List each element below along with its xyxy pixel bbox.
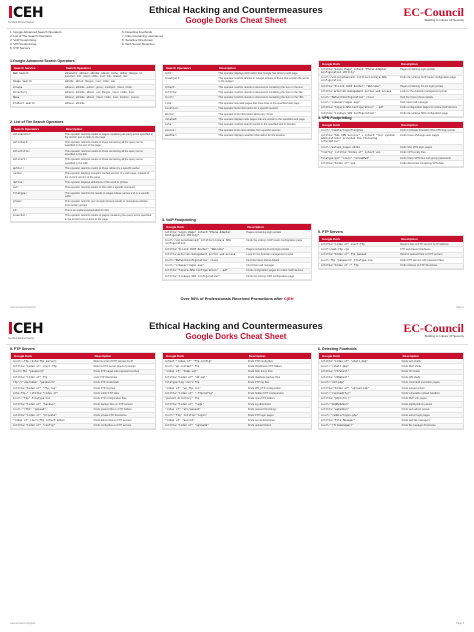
description-cell: This operator displays information that Google has about a web page: [218, 71, 298, 75]
description-cell: Finds admin files on FTP servers: [93, 418, 132, 422]
dork-query-cell[interactable]: allinanchor:: [13, 132, 32, 136]
description-cell: Finds FortiGate Firewall's SSL-VPN login portal: [400, 128, 455, 132]
footer-url[interactable]: www.eccouncil.org/ceh: [10, 306, 36, 309]
description-cell: Finds private FTP directories: [93, 413, 127, 417]
dork-query-cell[interactable]: ext:: [13, 186, 20, 190]
column-header: Google Dork: [14, 354, 33, 358]
dork-query-cell[interactable]: intitle:"Login Page" intext:"Phone Adapter Configuration Utility": [321, 67, 387, 74]
dork-query-cell[interactable]: allintext:: [13, 141, 29, 145]
table-row: [11, 141, 155, 150]
dork-query-cell[interactable]: intitle:"index of" "config": [13, 424, 56, 428]
dork-query-cell[interactable]: intitle:"index of" ".ftpconfig": [165, 391, 214, 395]
description-cell: This is an undocumented alias for info:: [64, 208, 110, 212]
dork-query-cell[interactable]: intitle:"index of" inurl:ftp: [13, 364, 57, 368]
dork-query-cell[interactable]: inurl:ftp "password": [13, 370, 45, 374]
description-cell: Finds backup files on FTP servers: [93, 402, 133, 406]
dork-query-cell[interactable]: intitle:"Index of" "ftp.log": [13, 386, 57, 390]
description-cell: This operator finds information about any movie: [218, 112, 274, 116]
description-cell: Finds FTP servers with password files: [400, 258, 444, 262]
description-cell: Pages containing D-Link login portals: [246, 247, 290, 251]
description-cell: Finds admin login pages: [401, 413, 430, 417]
description-cell: Finds the Linksys VoIP router configuration page: [400, 76, 456, 80]
description-cell: allinanchor:, allintext:, allintitle:, allinurl:, cache:, define:, filetype:, id:, inanchor:, info:, intext:, intitle:, inurl:, link:, related:, site:: [64, 71, 144, 78]
dork-query-cell[interactable]: intitle:"Index of" "upload.php": [321, 386, 370, 390]
dork-query-cell[interactable]: author:: [13, 166, 24, 170]
table-row: [11, 71, 155, 80]
description-cell: Finds PHP shells: [401, 364, 422, 368]
page-subtitle: Google Dorks Cheat Sheet: [185, 16, 287, 25]
dork-query-cell[interactable]: intitle:"index of" "uploads": [165, 424, 209, 428]
description-cell: Finds the Linksys SPA configuration page: [246, 274, 295, 278]
description-cell: Finds FTP login pages: [247, 413, 274, 417]
column-header: Google Dork: [322, 123, 341, 127]
description-cell: Finds Cisco VPN files with group passwords: [400, 156, 451, 160]
column-header: Google Dork: [322, 354, 341, 358]
description-cell: allintext:, allintitle:, author:, group:, insubject:, intext:, intitle:: [64, 85, 133, 89]
description-cell: Finds public FTP sites: [93, 391, 120, 395]
dork-query-cell[interactable]: allintitle:: [13, 149, 31, 153]
table-row: [319, 76, 463, 85]
column-header: Description: [219, 66, 236, 70]
description-cell: allintext:, allintitle:: [64, 101, 86, 105]
dork-query-cell[interactable]: define:: [13, 180, 24, 184]
dork-query-cell[interactable]: intext:: [165, 85, 176, 89]
dork-query-cell[interactable]: intitle:"webadmin": [321, 408, 350, 412]
description-cell: FTP web-based interfaces: [400, 247, 431, 251]
dork-query-cell[interactable]: intitle:"D-Link VoIP Router" "Welcome": [165, 247, 225, 251]
dork-query-cell[interactable]: ftp://"username" "password": [13, 381, 56, 385]
dork-query-cell[interactable]: insubject:: [165, 76, 181, 80]
vpn-footprinting-table: [318, 121, 464, 168]
description-cell: This operator displays weather information for the location: [218, 134, 285, 138]
dork-query-cell[interactable]: "index of" "ws_ftp.ini": [165, 386, 201, 390]
description-cell: Finds directories containing VPN data: [400, 161, 444, 165]
description-cell: Finds web shells: [401, 359, 421, 363]
dork-query-cell[interactable]: location:: [165, 107, 180, 111]
description-cell: This operator restricts the results to pages whose names end in a specific suffix: [64, 191, 150, 198]
table-row: [11, 158, 155, 167]
dork-query-cell[interactable]: inurl:"NetworkConfiguration" cisco: [165, 258, 219, 262]
dork-query-cell[interactable]: intitle:"r57shell": [321, 370, 350, 374]
description-cell: This operator restricts results to pages containing all query terms specified in the anchor text on links to the page: [64, 132, 153, 139]
description-cell: allintitle:, allinurl:, filetype:, inurl:, intitle:, site:: [64, 80, 116, 84]
table-row: [11, 200, 155, 209]
description-cell: Find the Cisco phone details: [400, 95, 433, 99]
description-cell: Pages containing D-Link login portals: [400, 84, 444, 88]
detecting-footholds-table: [318, 352, 464, 430]
description-cell: This operator restricts results to those containing all the query terms specified in the URL: [64, 158, 143, 165]
description-cell: This operator restricts results to files with a specific extension: [64, 186, 136, 190]
column-header: Description: [65, 127, 83, 131]
table-row: [11, 101, 155, 106]
dork-query-cell[interactable]: filetype:pcf "cisco" "GroupPwd": [321, 156, 370, 160]
dork-query-cell[interactable]: intitle:"Sipura.SPA.Configuration" -.pdf: [165, 269, 228, 273]
description-cell: Finds log directories: [247, 402, 272, 406]
dork-query-cell[interactable]: info:: [165, 71, 173, 75]
voip-footprinting-table-right: [318, 60, 464, 118]
description-cell: Find Cisco call manager: [400, 100, 429, 104]
dork-query-cell[interactable]: allinurl:: [13, 158, 28, 162]
description-cell: This operator restricts results to documents containing the term in the title: [218, 90, 303, 94]
page-header: [6, 4, 468, 26]
table-row: [319, 67, 463, 76]
description-cell: This operator restricts results to documents containing the term in the text: [218, 85, 303, 89]
table-row: [319, 264, 463, 269]
description-cell: This operator finds information for a specific location: [218, 107, 279, 111]
column-header: Description: [401, 237, 418, 241]
ceh-logo-subtitle: Certified Ethical Hacker: [8, 337, 35, 340]
dork-query-cell[interactable]: intitle:"Login Page" intext:"Phone Adapter Configuration Utility": [165, 230, 231, 237]
description-cell: Finds indexes of FTP directories: [400, 264, 438, 268]
page-number: Page 1: [456, 306, 464, 309]
dork-query-cell[interactable]: intitle:"index of" "private": [13, 413, 57, 417]
dork-query-cell[interactable]: inurl:/web-ftp.cgi: [321, 247, 350, 251]
dork-query-cell[interactable]: inurl:"NetworkConfiguration" cisco: [321, 95, 375, 99]
column-header: Google Dork: [322, 237, 341, 241]
operators-description-table-continued: [162, 64, 312, 140]
dork-query-cell[interactable]: intitle:"index of" "logs": [165, 402, 205, 406]
description-cell: This operator displays definitions of the word or phrase: [64, 180, 128, 184]
toc-item[interactable]: 8. Sensitive Directories: [122, 38, 153, 42]
description-cell: Finds configuration pages for online VoIP devices: [246, 269, 304, 273]
toc-item[interactable]: 1. Google Advanced Search Operators: [10, 30, 62, 34]
ftp-servers-table: [318, 235, 464, 270]
toc-item[interactable]: 3. VoIP Footprinting: [10, 38, 37, 42]
dork-query-cell[interactable]: inurl:"ftp" intitle:"login": [165, 413, 208, 417]
description-cell: Finds VPN config files: [400, 151, 426, 155]
description-cell: Finds upload scripts: [401, 386, 425, 390]
description-cell: Pages containing login portals: [246, 230, 281, 234]
description-cell: Finds upload folders: [247, 424, 272, 428]
section-title: 4. VPN Footprinting: [318, 116, 352, 120]
footer-url[interactable]: www.eccouncil.org/ceh: [10, 622, 36, 625]
dork-query-cell[interactable]: source:: [165, 128, 176, 132]
dork-query-cell[interactable]: intitle:"Index of /" ftp: [321, 264, 359, 268]
dork-query-cell[interactable]: id:: [13, 208, 18, 212]
ftp-servers-table-continued: [162, 352, 312, 430]
description-cell: This operator lists web pages that have links to the specified web page: [218, 101, 300, 105]
header-divider: [6, 344, 468, 345]
dork-query-cell[interactable]: intitle:"D-Link VoIP Router" "Welcome": [321, 84, 381, 88]
dork-query-cell[interactable]: inurl:/voice/advanced/ intitle:Linksys SPA configuration: [321, 76, 387, 83]
dork-query-cell[interactable]: Web Search: [13, 71, 29, 75]
column-header: Description: [401, 123, 418, 127]
description-cell: Finds FTP configuration files: [93, 397, 127, 401]
description-cell: Finds r57 shells: [401, 370, 420, 374]
table-row: [163, 239, 311, 248]
dork-query-cell[interactable]: inurl:"/uploadify/": [321, 391, 351, 395]
dork-query-cell[interactable]: intitle:"index of" "db.sql": [165, 375, 208, 379]
dork-query-cell[interactable]: site:ftp.* intitle:"index of": [13, 391, 59, 395]
dork-query-cell[interactable]: inurl:/voice/advanced/ intitle:Linksys SPA configuration: [165, 239, 231, 246]
toc-item[interactable]: 6. Detecting Footholds: [122, 30, 153, 34]
dork-query-cell[interactable]: inurl:/sslvpn_logon.shtml: [321, 145, 361, 149]
column-header: Description: [401, 62, 418, 66]
column-header: Google Dork: [166, 225, 185, 229]
description-cell: Lists FTP directories: [93, 375, 118, 379]
description-cell: Finds FTP credentials: [93, 381, 119, 385]
description-cell: Finds the Linksys SPA configuration page: [400, 111, 448, 115]
dork-query-cell[interactable]: weather:: [165, 134, 178, 138]
dork-query-cell[interactable]: inanchor:: [13, 214, 28, 218]
description-cell: allintext:, allintitle:, allinurl:, intext:, intitle:, inurl:, location:, source:: [64, 96, 140, 100]
description-cell: Finds vulnerable upload handlers: [401, 391, 440, 395]
ec-council-logo: EC-Council: [403, 321, 464, 335]
description-cell: Finds secret directories: [247, 418, 275, 422]
dork-query-cell[interactable]: "index of" inurl:ftp intext:admin: [13, 418, 65, 422]
description-cell: Finds hidden FTP configuration: [247, 391, 284, 395]
description-cell: Finds SSL VPN login pages: [400, 145, 433, 149]
description-cell: Pages containing login portals: [400, 67, 435, 71]
page-title: Ethical Hacking and Countermeasures: [149, 5, 323, 16]
description-cell: allintext:, allintitle:, allinurl:, ext:, filetype:, intext:, intitle:, inurl:: [64, 90, 135, 94]
dork-query-cell[interactable]: intitle:"Index of" vpn: [321, 161, 356, 165]
page-title: Ethical Hacking and Countermeasures: [149, 321, 323, 332]
dork-query-cell[interactable]: intitle:: [165, 90, 178, 94]
dork-query-cell[interactable]: link:: [165, 101, 173, 105]
dork-query-cell[interactable]: inurl:: [165, 96, 175, 100]
ec-council-logo: EC-Council: [403, 5, 464, 19]
dork-query-cell[interactable]: site:: [165, 123, 173, 127]
table-row: [11, 214, 155, 223]
page-number: Page 2: [456, 622, 464, 625]
description-cell: This operator restricts results to those containing all the query terms specified in the title: [64, 149, 143, 156]
dork-query-cell[interactable]: intitle:asterisk.management.portal web-access: [165, 253, 236, 257]
column-header: Google Dork: [166, 354, 185, 358]
dork-query-cell[interactable]: inurl:"wp-content" ftp: [165, 364, 200, 368]
description-cell: Finds Cisco ASA login web pages: [400, 133, 439, 137]
dork-query-cell[interactable]: inurl:"/ftp" "passwd": [13, 408, 46, 412]
description-cell: Returns FTP server directory listings: [93, 364, 136, 368]
promo-footer: Over 50% of Professionals Received Promotions after C|EH: [180, 296, 294, 301]
dork-query-cell[interactable]: intitle:"Sipura.SPA.Configuration" -.pdf: [321, 106, 384, 110]
dork-query-cell[interactable]: inurl:"ccmuser/logon.asp": [165, 263, 205, 267]
dork-query-cell[interactable]: inurl:~ftp (site:ftp.server): [13, 359, 57, 363]
ceh-logo-subtitle: Certified Ethical Hacker: [8, 21, 35, 24]
description-cell: This operator restricts results to those containing all the query terms specified in the text of the page: [64, 141, 143, 148]
cheat-sheet-page-2: [6, 320, 468, 628]
table-row: [319, 133, 463, 145]
dork-query-cell[interactable]: "index of" "etc/passwd": [165, 408, 201, 412]
table-row: [163, 230, 311, 239]
dork-query-cell[interactable]: "Config" intitle:"Index of" intext:vpn: [321, 151, 381, 155]
description-cell: Finds FTP log files: [93, 386, 116, 390]
cheat-sheet-page-1: [6, 4, 468, 312]
column-header: Search Operators: [14, 127, 40, 131]
description-cell: Finds database backup files: [247, 375, 281, 379]
description-cell: Finds SQL dump files: [247, 370, 273, 374]
dork-query-cell[interactable]: intitle:"Index of" ftp passwd: [321, 253, 367, 257]
description-cell: Finds FTP config files: [247, 359, 273, 363]
description-cell: Find the Cisco phone details: [246, 258, 280, 262]
ceh-logo: CEH: [8, 5, 46, 21]
dork-query-cell[interactable]: filetype:: [13, 191, 28, 195]
column-header: Search Operators: [65, 66, 92, 70]
description-cell: This operator restricts results to those written by a specific author: [64, 166, 140, 170]
table-row: [319, 424, 463, 429]
dork-query-cell[interactable]: intitle:asterisk.management.portal web-access: [321, 90, 392, 94]
table-row: [163, 134, 311, 139]
table-of-contents: [10, 30, 310, 56]
dork-query-cell[interactable]: intitle:"index of" "shell.php": [321, 359, 368, 363]
description-cell: This operator displays web pages that are similar to the specified web page: [218, 117, 305, 121]
description-cell: Finds PHP info pages: [401, 397, 427, 401]
column-header: Description: [248, 354, 266, 358]
description-cell: Find Cisco call manager: [246, 263, 275, 267]
dork-query-cell[interactable]: "index of" "secret": [165, 418, 195, 422]
dork-query-cell[interactable]: intitle:"c99shell": [321, 375, 350, 379]
toc-column-1: [10, 30, 120, 50]
table-row: [163, 76, 311, 85]
description-cell: This operator finds news articles from specific sources: [218, 128, 281, 132]
dork-query-cell[interactable]: intitle:"Linksys SPA Configuration": [321, 111, 376, 115]
description-cell: Look for the Asterisk management portal: [400, 90, 447, 94]
dork-query-cell[interactable]: Directory: [13, 90, 28, 94]
description-cell: Returns lists of FTP servers by IP address: [400, 242, 449, 246]
description-cell: This operator displays Google's cached version of a web page, instead of the current version of the page: [64, 172, 149, 179]
description-cell: Finds config files on FTP servers: [93, 424, 132, 428]
table-row: [11, 172, 155, 181]
description-cell: This operator restricts search results to the specified site or domain: [218, 123, 296, 127]
dork-query-cell[interactable]: inurl:"/shell.php": [321, 364, 350, 368]
dork-query-cell[interactable]: inurl:ftp "password" filetype:xls: [321, 258, 373, 262]
column-header: Search Service: [14, 66, 36, 70]
dork-query-cell[interactable]: Product search: [13, 101, 35, 105]
dork-query-cell[interactable]: Image Search: [13, 80, 32, 84]
ec-council-tagline: Building A Culture Of Security: [424, 334, 464, 338]
dork-query-cell[interactable]: inurl:"/filemanager/": [321, 424, 354, 428]
page-header: [6, 320, 468, 342]
section-title: 6. Detecting Footholds: [318, 347, 357, 351]
dork-query-cell[interactable]: inurl:"cmd.php": [321, 381, 345, 385]
description-cell: Returns a list of FTP servers by IP: [93, 359, 134, 363]
dork-query-cell[interactable]: intitle:"SSL VPN Service" + intext:"Your system administrator provided the following information": [321, 133, 395, 144]
dork-query-cell[interactable]: filetype:log inurl:ftp: [165, 381, 200, 385]
dork-query-cell[interactable]: intext:"index of" "ftp.config": [165, 359, 212, 363]
table-row: [163, 424, 311, 429]
table-row: [11, 149, 155, 158]
dork-query-cell[interactable]: News: [13, 96, 20, 100]
section-title: 3. VoIP Footprinting: [162, 218, 196, 222]
table-row: [163, 274, 311, 279]
description-cell: Finds c99 shells: [401, 375, 421, 379]
description-cell: Finds WS_FTP configuration: [247, 386, 281, 390]
table-row: [11, 132, 155, 141]
dork-query-cell[interactable]: "index of" "dump.sql": [165, 370, 198, 374]
column-header: Description: [247, 225, 264, 229]
toc-column-2: [122, 30, 232, 46]
toc-item[interactable]: 4. VPN Footprinting: [10, 42, 37, 46]
description-cell: Finds web file managers: [401, 418, 430, 422]
table-row: [11, 191, 155, 200]
description-cell: Finds open FTP folders: [247, 397, 275, 401]
description-cell: Finds FTP log files: [247, 381, 270, 385]
dork-query-cell[interactable]: intitle:"index of" "backup": [13, 402, 56, 406]
dork-query-cell[interactable]: intitle:"index of" ftp: [13, 375, 48, 379]
dork-query-cell[interactable]: inurl:/remote/login?lang=en: [321, 128, 364, 132]
table-row: [319, 161, 463, 166]
header-divider: [6, 28, 468, 29]
page-subtitle: Google Dorks Cheat Sheet: [185, 332, 287, 341]
operators-description-table: [10, 125, 156, 223]
description-cell: Finds file manager directories: [401, 424, 436, 428]
dork-query-cell[interactable]: Groups: [13, 85, 23, 89]
dork-query-cell[interactable]: intitle:"index of" inurl:ftp: [321, 242, 365, 246]
description-cell: Returns passwd files on FTP servers: [400, 253, 443, 257]
voip-footprinting-table: [162, 223, 312, 281]
dork-query-cell[interactable]: inurl:"ccmuser/logon.asp": [321, 100, 361, 104]
section-title: 5. FTP Servers: [318, 230, 343, 234]
search-operators-table: [10, 64, 156, 108]
description-cell: Finds web admin panels: [401, 408, 430, 412]
ec-council-tagline: Building A Culture Of Security: [424, 18, 464, 22]
description-cell: Finds FTP pages with password entries: [93, 370, 139, 374]
dork-query-cell[interactable]: inurl:"ftp" filetype:ini: [13, 397, 51, 401]
dork-query-cell[interactable]: inurl:"phpMyAdmin": [321, 402, 350, 406]
section-title: 1.Google Advanced Search Operators: [10, 59, 75, 63]
column-header: Search Operators: [166, 66, 192, 70]
description-cell: Finds WordPress FTP folders: [247, 364, 282, 368]
description-cell: Finds phpMyAdmin panels: [401, 402, 433, 406]
description-cell: This operator restricts results to pages containing the query terms specified in the anchor text on links to the page: [64, 214, 152, 221]
toc-item[interactable]: 7. Files Containing Usernames: [122, 34, 164, 38]
dork-query-cell[interactable]: "parent directory" ftp: [165, 397, 200, 401]
dork-query-cell[interactable]: intitle:"phpinfo()": [321, 397, 351, 401]
column-header: Description: [402, 354, 420, 358]
toc-item[interactable]: 5. FTP Servers: [10, 46, 31, 50]
dork-query-cell[interactable]: related:: [165, 117, 178, 121]
column-header: Description: [94, 354, 112, 358]
description-cell: This operator restricts articles in Google Groups to those that contain the terms in the subject: [218, 76, 309, 84]
description-cell: Finds passwd file listings: [247, 408, 277, 412]
dork-query-cell[interactable]: movie:: [165, 112, 175, 116]
dork-query-cell[interactable]: intitle:"Linksys SPA Configuration": [165, 274, 220, 278]
ftp-servers-table: [10, 352, 156, 430]
dork-query-cell[interactable]: inurl:"/admin/login.php": [321, 413, 359, 417]
dork-query-cell[interactable]: intitle:"File Manager": [321, 418, 356, 422]
description-cell: Finds passwd files in FTP folders: [93, 408, 132, 412]
toc-item[interactable]: 2. List of The Search Operators: [10, 34, 52, 38]
column-header: Google Dork: [322, 62, 341, 66]
toc-item[interactable]: 9. Web Server Detection: [122, 42, 155, 46]
description-cell: Look for the Asterisk management portal: [246, 253, 293, 257]
table-row: [11, 424, 155, 429]
dork-query-cell[interactable]: cache:: [13, 172, 23, 176]
description-cell: Finds configuration pages for online VoIP devices: [400, 106, 457, 110]
section-title: 2. List of The Search Operators: [10, 120, 64, 124]
description-cell: This operator restricts results to documents containing the term in the URL: [218, 96, 304, 100]
section-title: 5. FTP Servers: [10, 347, 35, 351]
description-cell: Finds command execution pages: [401, 381, 440, 385]
ceh-logo: CEH: [8, 321, 46, 337]
dork-query-cell[interactable]: group:: [13, 200, 23, 204]
description-cell: This operator restricts your Google Groups results to newsgroup articles from certain groups: [64, 200, 148, 207]
description-cell: Finds the Linksys VoIP router configuration page: [246, 239, 303, 243]
